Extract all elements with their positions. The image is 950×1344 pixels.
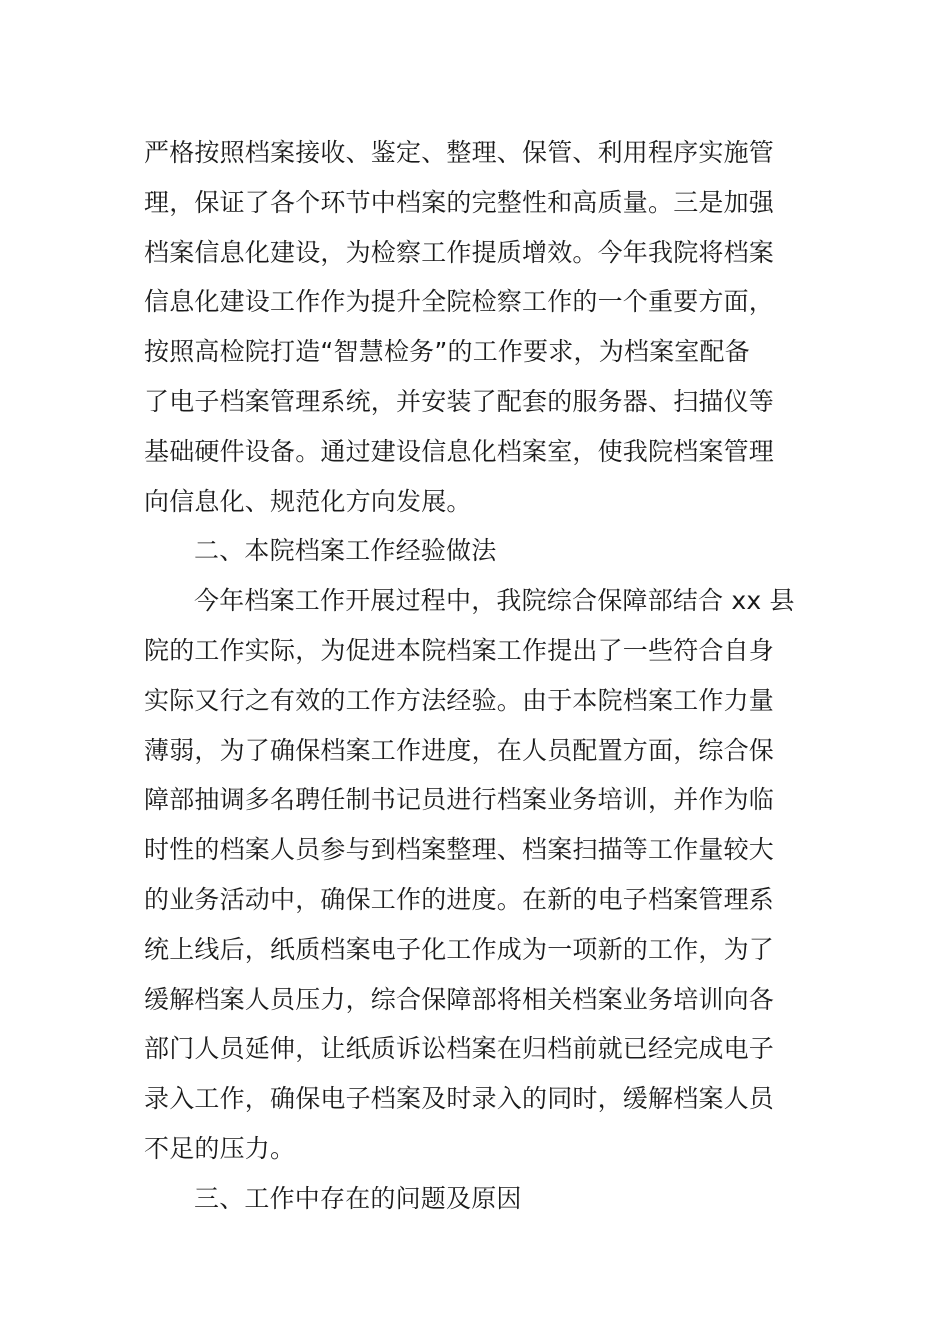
text-line: 信息化建设工作作为提升全院检察工作的一个重要方面， — [144, 287, 775, 317]
document-body — [144, 128, 804, 1224]
text-line: 按照高检院打造“智慧检务”的工作要求，为档案室配备 — [144, 337, 750, 367]
section-heading: 三、工作中存在的问题及原因 — [194, 1183, 522, 1213]
section-heading-problems — [144, 1174, 804, 1224]
text-line: 统上线后，纸质档案电子化工作成为一项新的工作，为了 — [144, 934, 775, 964]
section-heading: 二、本院档案工作经验做法 — [194, 536, 497, 566]
text-line: 的业务活动中，确保工作的进度。在新的电子档案管理系 — [144, 884, 775, 914]
text-line: 向信息化、规范化方向发展。 — [144, 486, 472, 516]
text-line: 不足的压力。 — [144, 1133, 296, 1163]
text-line: 院的工作实际，为促进本院档案工作提出了一些符合自身 — [144, 635, 775, 665]
text-line: 理，保证了各个环节中档案的完整性和高质量。三是加强 — [144, 187, 775, 217]
text-line: 了电子档案管理系统，并安装了配套的服务器、扫描仪等 — [144, 386, 775, 416]
text-line: 录入工作，确保电子档案及时录入的同时，缓解档案人员 — [144, 1084, 775, 1114]
text-line: 缓解档案人员压力，综合保障部将相关档案业务培训向各 — [144, 984, 775, 1014]
text-line: 实际又行之有效的工作方法经验。由于本院档案工作力量 — [144, 685, 775, 715]
section-heading-experience — [144, 526, 804, 576]
text-line: 薄弱，为了确保档案工作进度，在人员配置方面，综合保 — [144, 735, 775, 765]
paragraph-experience-practices — [144, 576, 804, 1174]
text-line: 部门人员延伸，让纸质诉讼档案在归档前就已经完成电子 — [144, 1034, 775, 1064]
text-line: 严格按照档案接收、鉴定、整理、保管、利用程序实施管 — [144, 138, 775, 167]
text-line: 今年档案工作开展过程中，我院综合保障部结合 xx 县 — [194, 586, 795, 616]
paragraph-archive-management — [144, 128, 804, 526]
text-line: 基础硬件设备。通过建设信息化档案室，使我院档案管理 — [144, 436, 775, 466]
text-line: 障部抽调多名聘任制书记员进行档案业务培训，并作为临 — [144, 785, 775, 815]
text-line: 档案信息化建设，为检察工作提质增效。今年我院将档案 — [144, 237, 775, 267]
text-line: 时性的档案人员参与到档案整理、档案扫描等工作量较大 — [144, 835, 775, 865]
